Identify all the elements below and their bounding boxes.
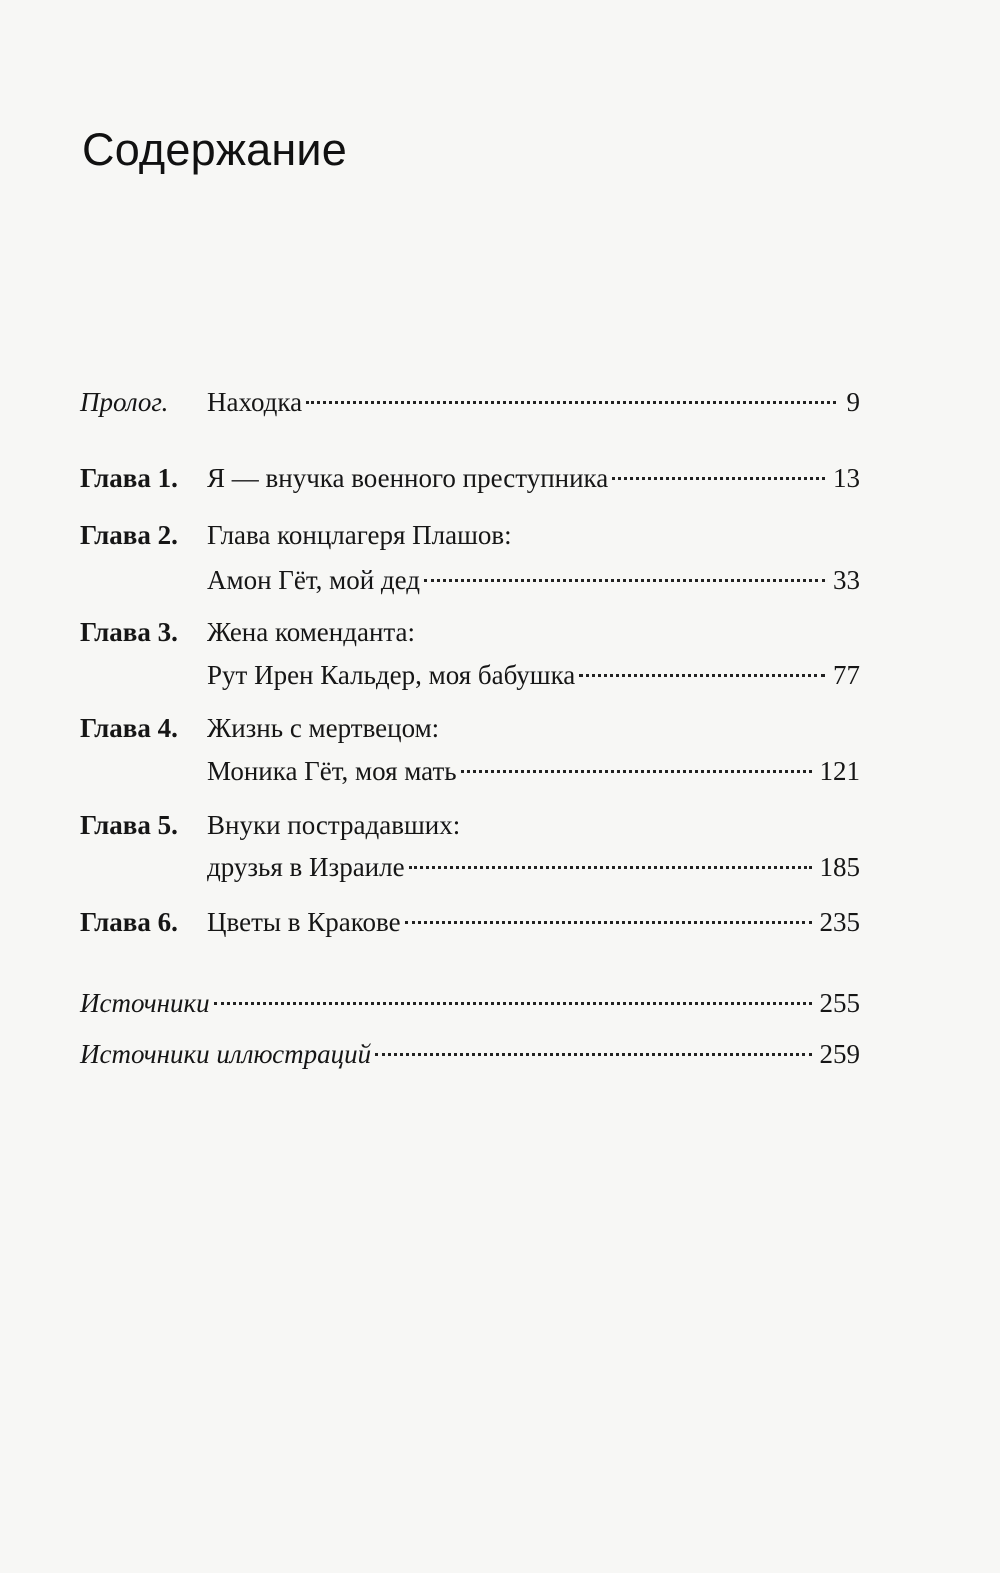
toc-title-line-1: Глава концлагеря Плашов: <box>207 520 512 550</box>
toc-page-number: 13 <box>833 463 860 493</box>
toc-title-line-2: Моника Гёт, моя мать <box>207 756 457 786</box>
toc-label: Глава 4. <box>80 713 178 743</box>
toc-entry-chapter-5-cont <box>80 847 860 887</box>
toc-entry-chapter-6 <box>80 902 860 942</box>
toc-entry-chapter-1 <box>80 458 860 498</box>
toc-entry-chapter-3-cont <box>80 655 860 695</box>
dot-leader <box>409 866 812 869</box>
toc-title-line-1: Жена коменданта: <box>207 617 416 647</box>
toc-page-number: 33 <box>833 565 860 595</box>
toc-entry-sources <box>80 983 860 1023</box>
toc-title: Источники <box>80 988 210 1018</box>
toc-title: Источники иллюстраций <box>80 1039 372 1069</box>
dot-leader <box>375 1053 811 1056</box>
toc-entry-chapter-4-cont <box>80 751 860 791</box>
dot-leader <box>579 674 825 677</box>
toc-page-number: 255 <box>819 988 860 1018</box>
dot-leader <box>405 921 812 924</box>
toc-page-number: 235 <box>819 907 860 937</box>
toc-label: Глава 3. <box>80 617 178 647</box>
toc-title: Цветы в Кракове <box>207 907 401 937</box>
toc-entry-chapter-4 <box>80 708 860 748</box>
toc-label: Глава 6. <box>80 907 178 937</box>
toc-label: Глава 2. <box>80 520 178 550</box>
toc-page-number: 9 <box>846 387 860 417</box>
toc-title-line-2: Амон Гёт, мой дед <box>207 565 421 595</box>
toc-entry-chapter-5 <box>80 805 860 845</box>
toc-title: Я — внучка военного преступника <box>207 463 609 493</box>
dot-leader <box>214 1002 812 1005</box>
toc-title-line-1: Внуки пострадавших: <box>207 810 461 840</box>
dot-leader <box>424 579 825 582</box>
toc-title-line-2: Рут Ирен Кальдер, моя бабушка <box>207 660 576 690</box>
dot-leader <box>461 770 812 773</box>
dot-leader <box>306 401 836 404</box>
toc-entry-chapter-2 <box>80 515 860 555</box>
toc-title-line-1: Жизнь с мертвецом: <box>207 713 440 743</box>
page-title: Содержание <box>82 124 347 175</box>
toc-title: Находка <box>207 387 303 417</box>
toc-entry-illustration-sources <box>80 1034 860 1074</box>
toc-title-line-2: друзья в Израиле <box>207 852 405 882</box>
dot-leader <box>612 477 825 480</box>
toc-label: Глава 5. <box>80 810 178 840</box>
toc-entry-prologue <box>80 382 860 422</box>
toc-page-number: 121 <box>819 756 860 786</box>
toc-entry-chapter-2-cont <box>80 560 860 600</box>
toc-page-number: 77 <box>833 660 860 690</box>
toc-label: Пролог. <box>80 387 169 417</box>
toc-page-number: 185 <box>819 852 860 882</box>
toc-label: Глава 1. <box>80 463 178 493</box>
toc-page-number: 259 <box>819 1039 860 1069</box>
toc-entry-chapter-3 <box>80 612 860 652</box>
